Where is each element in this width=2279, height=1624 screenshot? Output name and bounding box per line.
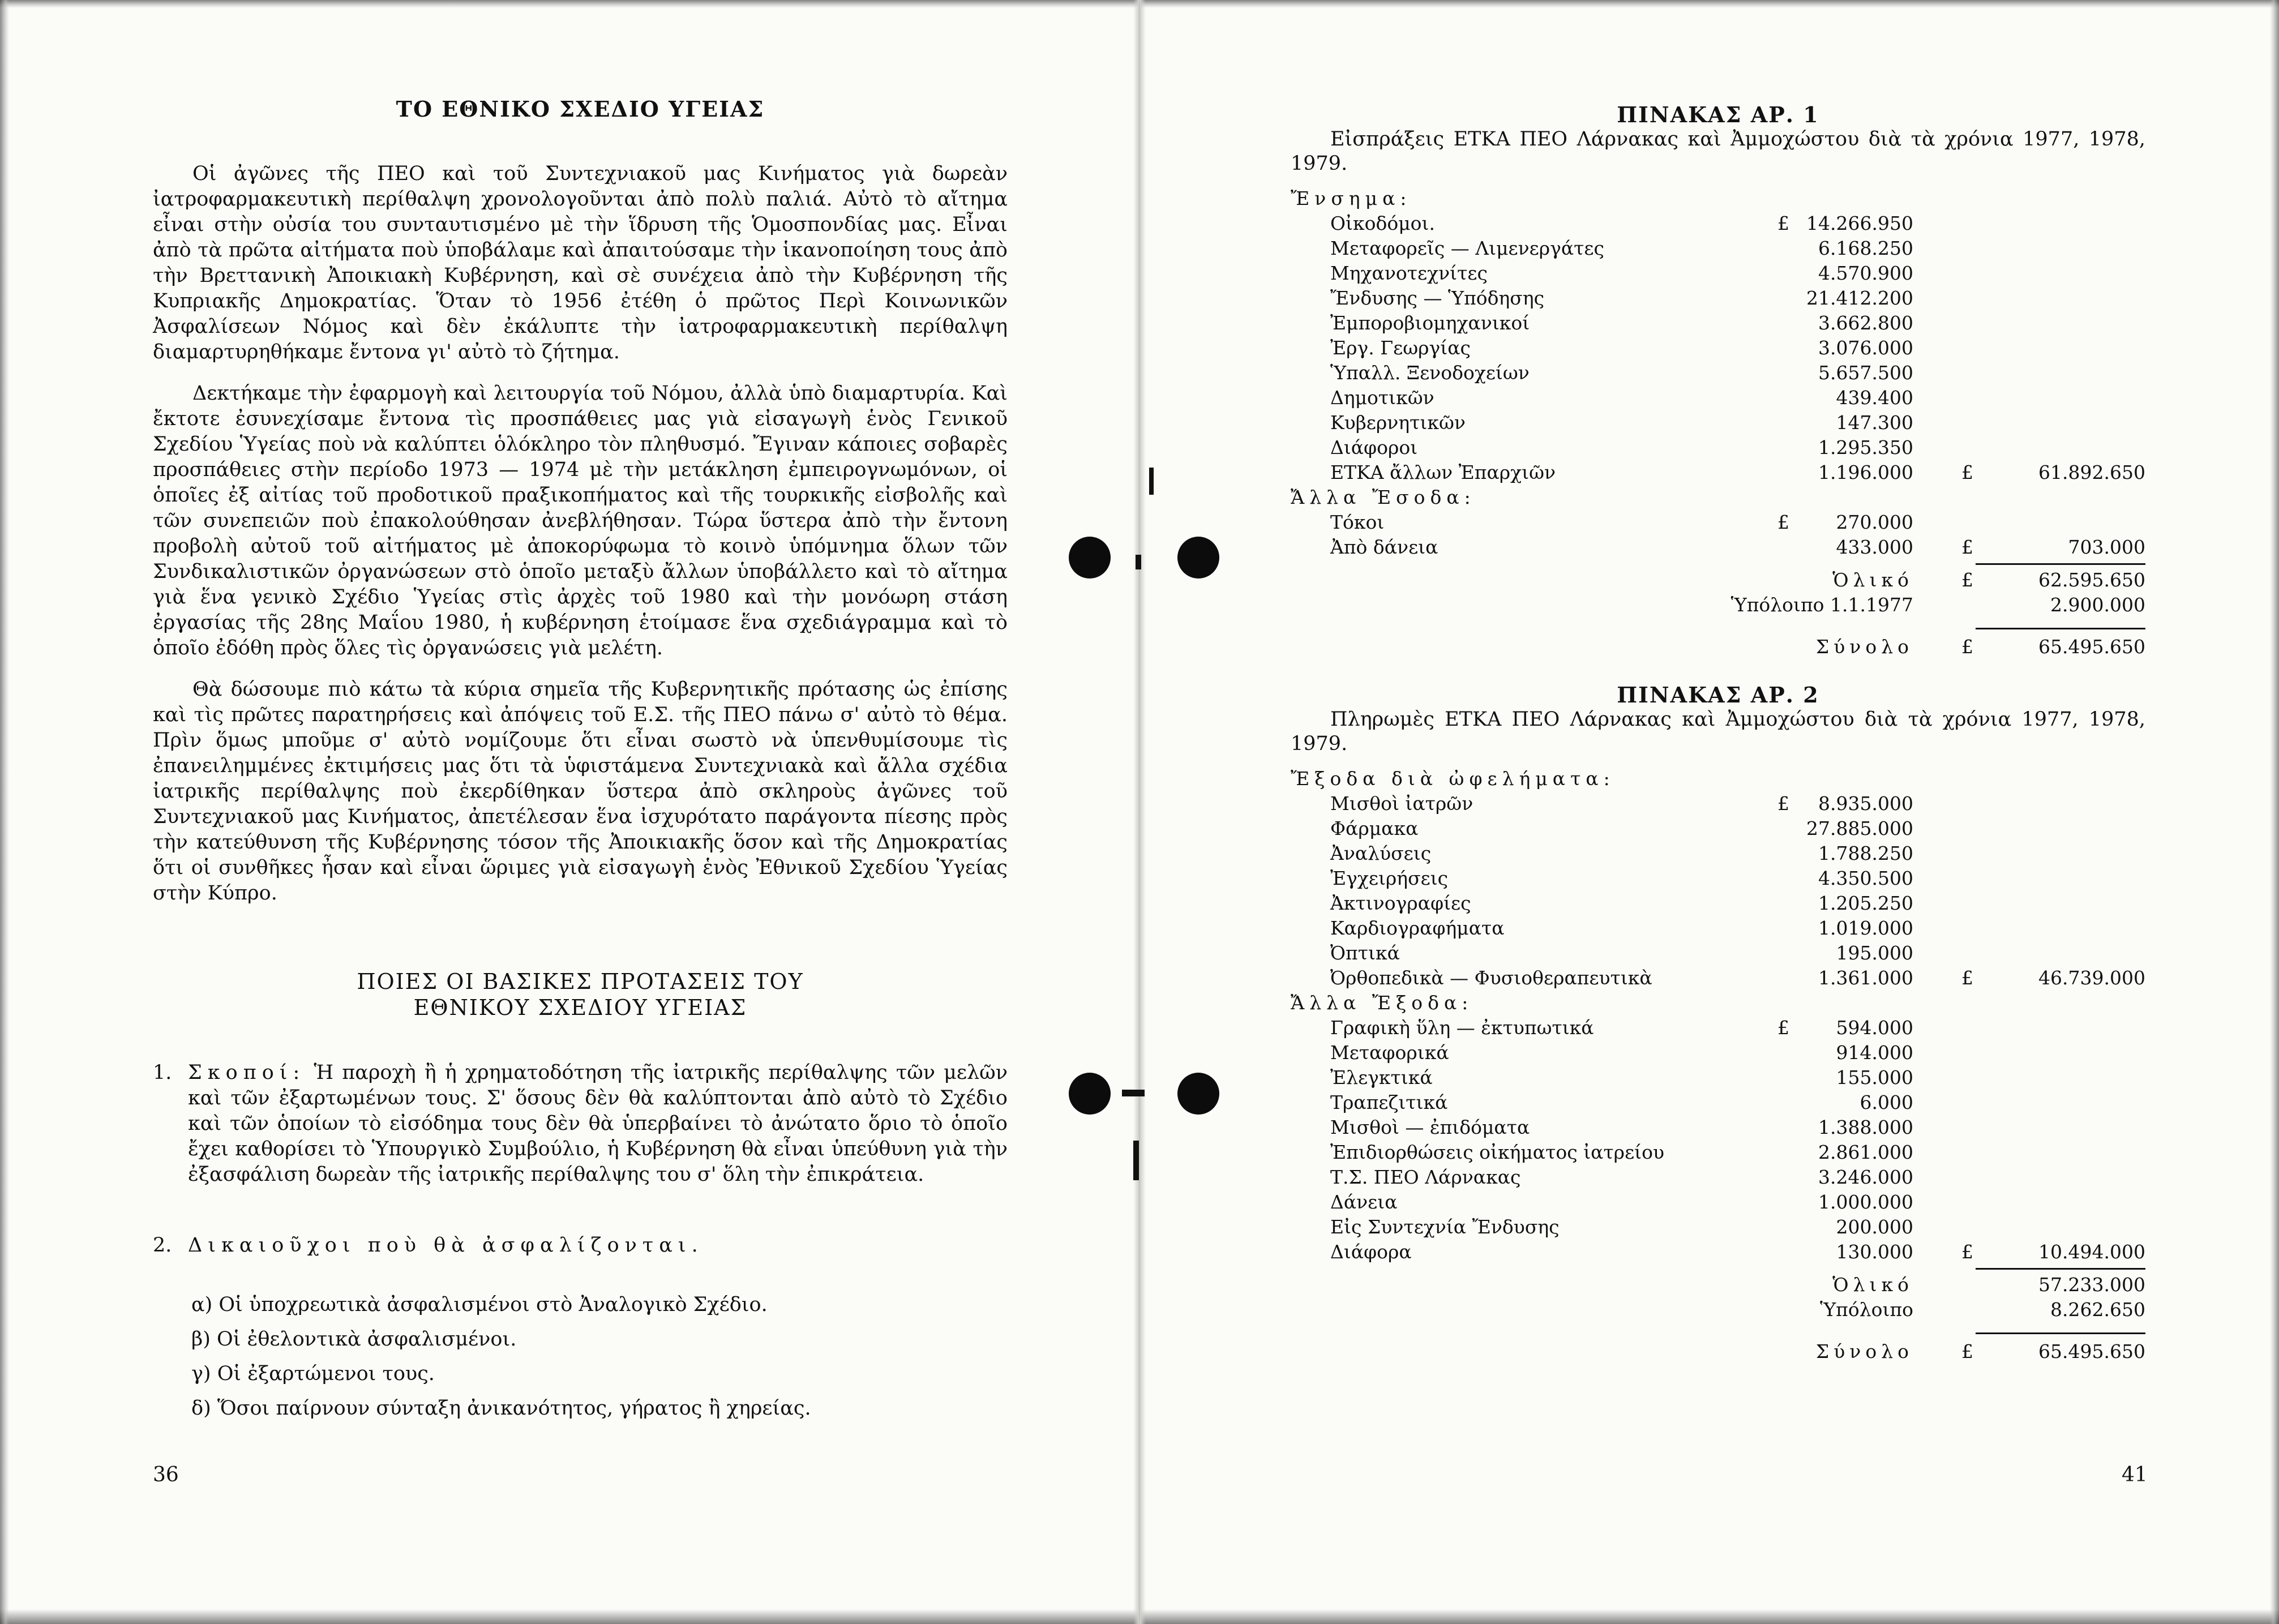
row-label: Μεταφορικά xyxy=(1330,1042,1449,1064)
section-heading-line: ΕΘΝΙΚΟΥ ΣΧΕΔΙΟΥ ΥΓΕΙΑΣ xyxy=(413,995,747,1020)
row-subtotal: 10.494.000 xyxy=(2038,1241,2145,1263)
paragraph: Δεκτήκαμε τὴν ἐφαρμογὴ καὶ λειτουργία τοῦ Νόμου, ἀλλὰ ὑπὸ διαμαρτυρία. Καὶ ἔκτοτε ἐσυνεχίσαμε ἔντονα τὶς προσπάθειες μας γιὰ εἰσαγωγὴ ἑνὸς Γενικοῦ Σχεδίου Ὑγείας ποὺ νὰ καλύπτει ὁλόκληρο τὸν πληθυσμό. Ἔγιναν κάποιες σοβαρὲς προσπάθειες στὴν περίοδο 1973 — 1974 μὲ τὴν μετάκληση ἐμπειρογνωμόνων, οἱ ὁποῖες ἐξ αἰτίας τοῦ προδοτικοῦ πραξικοπήματος καὶ τῆς τουρκικῆς εἰσβολῆς καὶ τῶν συνεπειῶν ποὺ ἐπακολούθησαν ἀνεβλήθησαν. Τώρα ὕστερα ἀπὸ τὴν ἔντονη προβολὴ αὐτοῦ τοῦ αἰτήματος μὲ ἀποκορύφωμα τὸ κοινὸ ὑπόμνημα ὅλων τῶν Συνδικαλιστικῶν ὀργανώσεων στὸ ὁποῖο μεταξὺ ἄλλων ὑποβάλλετο καὶ τὸ αἴτημα γιὰ ἕνα γενικὸ Σχέδιο Ὑγείας στὶς ἀρχὲς τοῦ 1980 καὶ τὴν μονόωρη στάση ἐργασίας τῆς 28ης Μαΐου 1980, ἡ κυβέρνηση ἑτοίμασε ἕνα σχεδιάγραμμα καὶ τὸ ὁποῖο ἐδόθη πρὸς ὅλες τὶς ὀργανώσεις γιὰ μελέτη. xyxy=(153,382,1008,659)
table-row xyxy=(1291,1065,2145,1090)
row-label: Μηχανοτεχνίτες xyxy=(1330,262,1488,284)
balance-row xyxy=(1291,1297,2145,1322)
rule-line xyxy=(1976,1332,2145,1334)
table-row xyxy=(1291,1040,2145,1065)
table-group-heading: Ἄλλα Ἔσοδα: xyxy=(1291,486,1476,508)
row-amount: 1.361.000 xyxy=(1818,967,1913,989)
row-amount: 21.412.200 xyxy=(1806,287,1913,309)
staple-mark xyxy=(1149,468,1154,495)
row-label: Διάφορα xyxy=(1330,1241,1412,1263)
row-label: Ἐμποροβιομηχανικοί xyxy=(1330,312,1530,334)
balance-value: 2.900.000 xyxy=(2050,594,2145,616)
left-page xyxy=(153,96,1008,1430)
table-rule-row xyxy=(1291,618,2145,635)
sum-label: Σύνολο xyxy=(1815,636,1913,658)
staple-mark xyxy=(1133,1141,1139,1180)
table-row xyxy=(1291,1090,2145,1115)
currency-symbol: £ xyxy=(1961,636,1973,658)
sum-value: 65.495.650 xyxy=(2038,636,2145,658)
currency-symbol: £ xyxy=(1777,792,1789,815)
rule-line xyxy=(1976,628,2145,629)
row-label: Γραφικὴ ὕλη — ἐκτυπωτικά xyxy=(1330,1017,1594,1039)
total-value: 62.595.650 xyxy=(2038,569,2145,591)
currency-symbol: £ xyxy=(1961,1241,1973,1263)
paragraph: Οἱ ἀγῶνες τῆς ΠΕΟ καὶ τοῦ Συντεχνιακοῦ μας Κινήματος γιὰ δωρεὰν ἰατροφαρμακευτικὴ περίθαλψη χρονολογοῦνται ἀπὸ πολὺ παλιά. Αὐτὸ τὸ αἴτημα εἶναι στὴν οὐσία του συνταυτισμένο μὲ τὴν ἵδρυση τῆς Ὁμοσπονδίας μας. Εἶναι ἀπὸ τὰ πρῶτα αἰτήματα ποὺ ὑποβάλαμε καὶ ἀπαιτούσαμε τὴν ἱκανοποίηση τους ἀπὸ τὴν Βρεττανικὴ Ἀποικιακὴ Κυβέρνηση, καὶ σὲ συνέχεια ἀπὸ τὴν Κυβέρνηση τῆς Κυπριακῆς Δημοκρατίας. Ὅταν τὸ 1956 ἐτέθη ὁ πρῶτος Περὶ Κοινωνικῶν Ἀσφαλίσεων Νόμος καὶ δὲν ἐκάλυπτε τὴν ἰατροφαρμακευτικὴ περίθαλψη διαμαρτυρηθήκαμε ἔντονα γι' αὐτὸ τὸ ζήτημα. xyxy=(153,162,1008,363)
rule-line xyxy=(1976,563,2145,565)
row-label: Τραπεζιτικά xyxy=(1330,1091,1448,1113)
table-row xyxy=(1291,891,2145,916)
row-amount: 3.246.000 xyxy=(1818,1166,1913,1188)
sub-list-item: α) Οἱ ὑποχρεωτικὰ ἀσφαλισμένοι στὸ Ἀναλογικὸ Σχέδιο. xyxy=(191,1293,768,1316)
row-amount: 433.000 xyxy=(1836,536,1913,558)
item-lead: Σκοποί: xyxy=(188,1061,306,1084)
section-heading xyxy=(153,969,1008,1021)
item-lead: Δικαιοῦχοι ποὺ θὰ ἀσφαλίζονται. xyxy=(188,1234,704,1257)
table-row xyxy=(1291,941,2145,966)
table-group-heading: Ἔνσημα: xyxy=(1291,187,1412,209)
row-label: Ἐγχειρήσεις xyxy=(1330,867,1449,889)
row-subtotal: 46.739.000 xyxy=(2038,967,2145,989)
balance-label: Ὑπόλοιπο xyxy=(1820,1299,1913,1321)
row-amount: 5.657.500 xyxy=(1818,362,1913,384)
table-row xyxy=(1291,966,2145,991)
sum-row xyxy=(1291,635,2145,659)
table-row xyxy=(1291,286,2145,311)
row-label: Τόκοι xyxy=(1330,511,1385,533)
table-body xyxy=(1291,211,2145,485)
table-body xyxy=(1291,510,2145,560)
item-number: 2. xyxy=(153,1234,172,1257)
table-body xyxy=(1291,1015,2145,1265)
row-amount: 914.000 xyxy=(1836,1042,1913,1064)
row-amount: 1.295.350 xyxy=(1818,436,1913,459)
list-item xyxy=(153,1233,1008,1258)
section-heading-line: ΠΟΙΕΣ ΟΙ ΒΑΣΙΚΕΣ ΠΡΟΤΑΣΕΙΣ ΤΟΥ xyxy=(357,969,804,994)
row-label: Ἀναλύσεις xyxy=(1330,842,1432,864)
row-amount: 6.000 xyxy=(1860,1091,1913,1113)
row-label: Μισθοὶ — ἐπιδόματα xyxy=(1330,1116,1530,1138)
sub-list-item: δ) Ὅσοι παίρνουν σύνταξη ἀνικανότητος, γήρατος ἢ χηρείας. xyxy=(191,1397,811,1420)
row-amount: 200.000 xyxy=(1836,1216,1913,1238)
total-row xyxy=(1291,1272,2145,1297)
table-row xyxy=(1291,791,2145,816)
page-edge-left xyxy=(0,0,9,1624)
balance-label: Ὑπόλοιπο 1.1.1977 xyxy=(1730,594,1913,616)
row-label: Ὀρθοπεδικὰ — Φυσιοθεραπευτικὰ xyxy=(1330,967,1652,989)
row-amount: 14.266.950 xyxy=(1806,212,1913,234)
row-label: Ὑπαλλ. Ξενοδοχείων xyxy=(1330,362,1530,384)
book-gutter xyxy=(1133,0,1146,1624)
balance-row xyxy=(1291,593,2145,618)
row-amount: 27.885.000 xyxy=(1806,817,1913,839)
row-amount: 1.019.000 xyxy=(1818,917,1913,939)
table-row xyxy=(1291,841,2145,866)
row-label: Ἐπιδιορθώσεις οἰκήματος ἰατρείου xyxy=(1330,1141,1665,1163)
row-amount: 155.000 xyxy=(1836,1066,1913,1089)
row-label: Ἔνδυσης — Ὑπόδησης xyxy=(1330,287,1545,309)
currency-symbol: £ xyxy=(1961,461,1973,483)
total-row xyxy=(1291,568,2145,593)
row-amount: 130.000 xyxy=(1836,1241,1913,1263)
table-row xyxy=(1291,816,2145,841)
table-row xyxy=(1291,1240,2145,1265)
right-page xyxy=(1291,102,2145,1364)
table-row xyxy=(1291,385,2145,410)
row-label: Φάρμακα xyxy=(1330,817,1419,839)
row-amount: 6.168.250 xyxy=(1818,237,1913,259)
table-row xyxy=(1291,236,2145,261)
item-text xyxy=(188,1060,1008,1188)
sub-list-item: β) Οἱ ἐθελοντικὰ ἀσφαλισμένοι. xyxy=(191,1328,517,1351)
table-row xyxy=(1291,336,2145,361)
row-label: Καρδιογραφήματα xyxy=(1330,917,1505,939)
row-label: Ἀπὸ δάνεια xyxy=(1330,536,1438,558)
page-number: 41 xyxy=(2122,1463,2148,1486)
row-amount: 1.788.250 xyxy=(1818,842,1913,864)
row-amount: 270.000 xyxy=(1836,511,1913,533)
row-amount: 147.300 xyxy=(1836,412,1913,434)
punch-hole xyxy=(1177,1073,1219,1115)
currency-symbol: £ xyxy=(1961,1340,1973,1362)
row-label: Μεταφορεῖς — Λιμενεργάτες xyxy=(1330,237,1605,259)
table-row xyxy=(1291,535,2145,560)
total-value: 57.233.000 xyxy=(2038,1274,2145,1296)
table-group-heading: Ἔξοδα διὰ ὠφελήματα: xyxy=(1291,768,1615,790)
row-label: Δάνεια xyxy=(1330,1191,1398,1213)
staple-mark xyxy=(1136,555,1141,569)
punch-hole xyxy=(1069,537,1111,579)
row-amount: 4.570.900 xyxy=(1818,262,1913,284)
row-subtotal: 703.000 xyxy=(2068,536,2145,558)
currency-symbol: £ xyxy=(1961,569,1973,591)
currency-symbol: £ xyxy=(1777,511,1789,533)
page-edge-right xyxy=(2270,0,2279,1624)
total-label: Ὁλικό xyxy=(1832,1274,1913,1296)
sum-label: Σύνολο xyxy=(1815,1340,1913,1362)
table-row xyxy=(1291,311,2145,336)
sum-value: 65.495.650 xyxy=(2038,1340,2145,1362)
sub-list-item: γ) Οἱ ἐξαρτώμενοι τους. xyxy=(191,1362,435,1385)
table-row xyxy=(1291,361,2145,385)
row-label: Τ.Σ. ΠΕΟ Λάρνακας xyxy=(1330,1166,1521,1188)
table-body xyxy=(1291,791,2145,991)
row-label: Ἀκτινογραφίες xyxy=(1330,892,1471,914)
currency-symbol: £ xyxy=(1961,536,1973,558)
table-row xyxy=(1291,916,2145,941)
item-body: Ἡ παροχὴ ἢ ἡ χρηματοδότηση τῆς ἰατρικῆς περίθαλψης τῶν μελῶν καὶ τῶν ἐξαρτωμένων τους. Σ' ὅσους δὲν θὰ καλύπτονται ἀπὸ αὐτὸ τὸ Σχέδιο καὶ τῶν ὁποίων τὸ εἰσόδημα τους δὲν θὰ ὑπερβαίνει τὸ ἀνώτατο ὅριο τὸ ὁποῖο ἔχει καθορίσει τὸ Ὑπουργικὸ Συμβούλιο, ἡ Κυβέρνηση θὰ εἶναι ὑπεύθυνη γιὰ τὴν ἐξασφάλιση δωρεὰν τῆς ἰατρικῆς περίθαλψης του σ' ὅλη τὴν ἐπικράτεια. xyxy=(188,1061,1008,1186)
table-row xyxy=(1291,460,2145,485)
table-rule-row xyxy=(1291,1322,2145,1339)
row-amount: 594.000 xyxy=(1836,1017,1913,1039)
row-amount: 4.350.500 xyxy=(1818,867,1913,889)
row-amount: 1.000.000 xyxy=(1818,1191,1913,1213)
row-label: Διάφοροι xyxy=(1330,436,1418,459)
table-row xyxy=(1291,1015,2145,1040)
table-row xyxy=(1291,1165,2145,1190)
table-subtitle: Εἰσπράξεις ΕΤΚΑ ΠΕΟ Λάρνακας καὶ Ἀμμοχώστου διὰ τὰ χρόνια 1977, 1978, 1979. xyxy=(1291,128,2145,175)
table-title: ΠΙΝΑΚΑΣ ΑΡ. 2 xyxy=(1617,682,1819,708)
table-row xyxy=(1291,261,2145,286)
table-rule-row xyxy=(1291,1265,2145,1272)
row-amount: 3.076.000 xyxy=(1818,337,1913,359)
row-label: Εἰς Συντεχνία Ἔνδυσης xyxy=(1330,1216,1560,1238)
row-amount: 439.400 xyxy=(1836,387,1913,409)
row-label: Μισθοὶ ἰατρῶν xyxy=(1330,792,1473,815)
table-row xyxy=(1291,1215,2145,1240)
row-label: Δημοτικῶν xyxy=(1330,387,1434,409)
table-row xyxy=(1291,1190,2145,1215)
table-subtitle: Πληρωμὲς ΕΤΚΑ ΠΕΟ Λάρνακας καὶ Ἀμμοχώστου διὰ τὰ χρόνια 1977, 1978, 1979. xyxy=(1291,708,2145,755)
row-label: ΕΤΚΑ ἄλλων Ἐπαρχιῶν xyxy=(1330,461,1556,483)
punch-hole xyxy=(1177,537,1219,579)
row-amount: 1.205.250 xyxy=(1818,892,1913,914)
table-rule-row xyxy=(1291,560,2145,568)
table-row xyxy=(1291,1140,2145,1165)
paragraph: Θὰ δώσουμε πιὸ κάτω τὰ κύρια σημεῖα τῆς Κυβερνητικῆς πρότασης ὡς ἐπίσης καὶ τὶς πρῶτες παρατηρήσεις καὶ ἀπόψεις τοῦ Ε.Σ. τῆς ΠΕΟ πάνω σ' αὐτὸ τὸ θέμα. Πρὶν ὅμως μποῦμε σ' αὐτὸ νομίζουμε ὅτι εἶναι σωστὸ νὰ ὑπενθυμίσουμε τὶς ἐπανειλημμένες ἐκτιμήσεις μας ὅτι τὰ ὑφιστάμενα Συντεχνιακὰ καὶ ἄλλα σχέδια ἰατρικῆς περίθαλψης ποὺ ἐκερδίθηκαν ὕστερα ἀπὸ σκληροὺς ἀγῶνες τοῦ Συντεχνιακοῦ μας Κινήματος, ἀπετέλεσαν ἕνα ἰσχυρότατο παράγοντα πίεσης πρὸς τὴν κατεύθυνση τῆς Κυβέρνησης τόσον τῆς Ἀποικιακῆς ὅσον καὶ τῆς Δημοκρατίας ὅτι οἱ συνθῆκες ἦσαν καὶ εἶναι ὥριμες γιὰ εἰσαγωγὴ ἑνὸς Ἐθνικοῦ Σχεδίου Ὑγείας στὴν Κύπρο. xyxy=(153,678,1008,905)
page-title: ΤΟ ΕΘΝΙΚΟ ΣΧΕΔΙΟ ΥΓΕΙΑΣ xyxy=(396,96,765,122)
currency-symbol: £ xyxy=(1961,967,1973,989)
row-amount: 2.861.000 xyxy=(1818,1141,1913,1163)
total-label: Ὁλικό xyxy=(1832,569,1913,591)
table-title: ΠΙΝΑΚΑΣ ΑΡ. 1 xyxy=(1617,102,1819,127)
table-row xyxy=(1291,211,2145,236)
table-group-heading: Ἄλλα Ἔξοδα: xyxy=(1291,992,1473,1014)
currency-symbol: £ xyxy=(1777,1017,1789,1039)
row-subtotal: 61.892.650 xyxy=(2038,461,2145,483)
row-amount: 3.662.800 xyxy=(1818,312,1913,334)
table-row xyxy=(1291,510,2145,535)
sum-row xyxy=(1291,1339,2145,1364)
item-number: 1. xyxy=(153,1061,172,1084)
row-amount: 1.196.000 xyxy=(1818,461,1913,483)
row-label: Ὀπτικά xyxy=(1330,942,1400,964)
row-amount: 195.000 xyxy=(1836,942,1913,964)
row-label: Ἐλεγκτικά xyxy=(1330,1066,1433,1089)
staple-mark xyxy=(1122,1090,1145,1096)
row-label: Κυβερνητικῶν xyxy=(1330,412,1466,434)
table-row xyxy=(1291,866,2145,891)
balance-value: 8.262.650 xyxy=(2050,1299,2145,1321)
row-label: Οἰκοδόμοι. xyxy=(1330,212,1435,234)
table-row xyxy=(1291,410,2145,435)
list-item xyxy=(153,1060,1008,1188)
row-amount: 1.388.000 xyxy=(1818,1116,1913,1138)
page-number: 36 xyxy=(153,1463,179,1486)
currency-symbol: £ xyxy=(1777,212,1789,234)
rule-line xyxy=(1976,1268,2145,1270)
table-row xyxy=(1291,435,2145,460)
row-amount: 8.935.000 xyxy=(1818,792,1913,815)
row-label: Ἐργ. Γεωργίας xyxy=(1330,337,1471,359)
table-row xyxy=(1291,1115,2145,1140)
punch-hole xyxy=(1069,1073,1111,1115)
sub-list xyxy=(191,1292,1008,1421)
